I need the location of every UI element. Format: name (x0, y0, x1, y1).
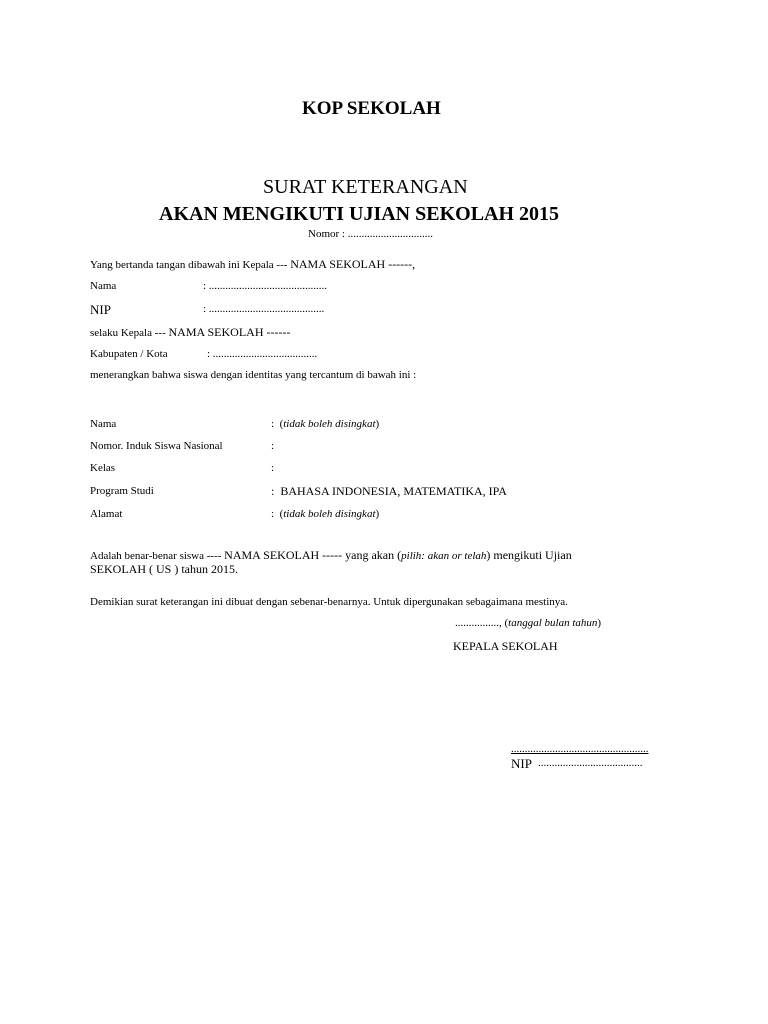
kepala-sekolah-role: KEPALA SEKOLAH (453, 639, 558, 653)
kop-sekolah-heading: KOP SEKOLAH (302, 98, 441, 119)
student-alamat-label: Alamat (90, 508, 123, 520)
school-name-placeholder: NAMA SEKOLAH ------, (290, 257, 416, 271)
kabupaten-label: Kabupaten / Kota (90, 348, 168, 360)
statement-choice: pilih: akan or telah (401, 550, 487, 562)
date-instruction: tanggal bulan tahun (508, 617, 598, 629)
student-program-value (271, 485, 507, 497)
paren-open: ( (279, 418, 284, 430)
signature-nip-value: ...................................... (538, 757, 643, 769)
statement-text: Adalah benar-benar siswa ---- (90, 550, 225, 562)
kabupaten-value: : ...................................... (207, 348, 318, 360)
nomor-value: ............................... (347, 228, 433, 240)
paren-close: ) (375, 418, 380, 430)
statement-ujian: ) mengikuti Ujian (486, 548, 572, 562)
kepala-nama-value: : ........................................... (203, 280, 328, 292)
closing-statement: Demikian surat keterangan ini dibuat dengan sebenar-benarnya. Untuk dipergunakan sebagaimana mestinya. (90, 596, 568, 608)
kepala-nip-value: : .......................................... (203, 303, 325, 315)
paren-close: ) (375, 508, 380, 520)
selaku-text: selaku Kepala --- (90, 327, 169, 339)
statement-line-2: SEKOLAH ( US ) tahun 2015. (90, 562, 238, 576)
student-nisn-label: Nomor. Induk Siswa Nasional (90, 440, 223, 452)
student-program-label: Program Studi (90, 485, 154, 497)
nomor-line (308, 229, 433, 240)
program-studi-value: BAHASA INDONESIA, MATEMATIKA, IPA (280, 484, 507, 498)
statement-line-1 (90, 549, 572, 562)
student-nama-value (271, 419, 379, 430)
student-kelas-colon: : (271, 462, 275, 474)
alamat-instruction: tidak boleh disingkat (283, 508, 376, 520)
paren-open: ( (279, 508, 284, 520)
kepala-nama-label: Nama (90, 280, 117, 292)
selaku-school-name: NAMA SEKOLAH ------ (168, 325, 291, 339)
signature-nip-label: NIP (511, 756, 532, 771)
paren-close: ) (597, 617, 602, 629)
selaku-line (90, 326, 290, 339)
statement-school-name: NAMA SEKOLAH ----- yang akan ( (224, 548, 402, 562)
date-line (455, 618, 601, 629)
colon: : (271, 508, 275, 520)
student-alamat-value (271, 509, 379, 520)
student-kelas-label: Kelas (90, 462, 116, 474)
colon: : (271, 484, 275, 498)
intro-line (90, 258, 415, 271)
student-nama-label: Nama (90, 418, 117, 430)
menerangkan-line: menerangkan bahwa siswa dengan identitas yang tercantum di bawah ini : (90, 369, 417, 381)
colon: : (271, 418, 275, 430)
student-nisn-colon: : (271, 440, 275, 452)
letter-subtitle: AKAN MENGIKUTI UJIAN SEKOLAH 2015 (159, 203, 560, 225)
intro-text: Yang bertanda tangan dibawah ini Kepala --- (90, 259, 291, 271)
letter-title: SURAT KETERANGAN (263, 176, 468, 198)
date-placeholder: ................, ( (455, 617, 509, 629)
nama-instruction: tidak boleh disingkat (283, 418, 376, 430)
signature-name-line: .................................................. (511, 743, 649, 755)
kepala-nip-label: NIP (90, 302, 111, 317)
nomor-label: Nomor : (308, 228, 345, 240)
